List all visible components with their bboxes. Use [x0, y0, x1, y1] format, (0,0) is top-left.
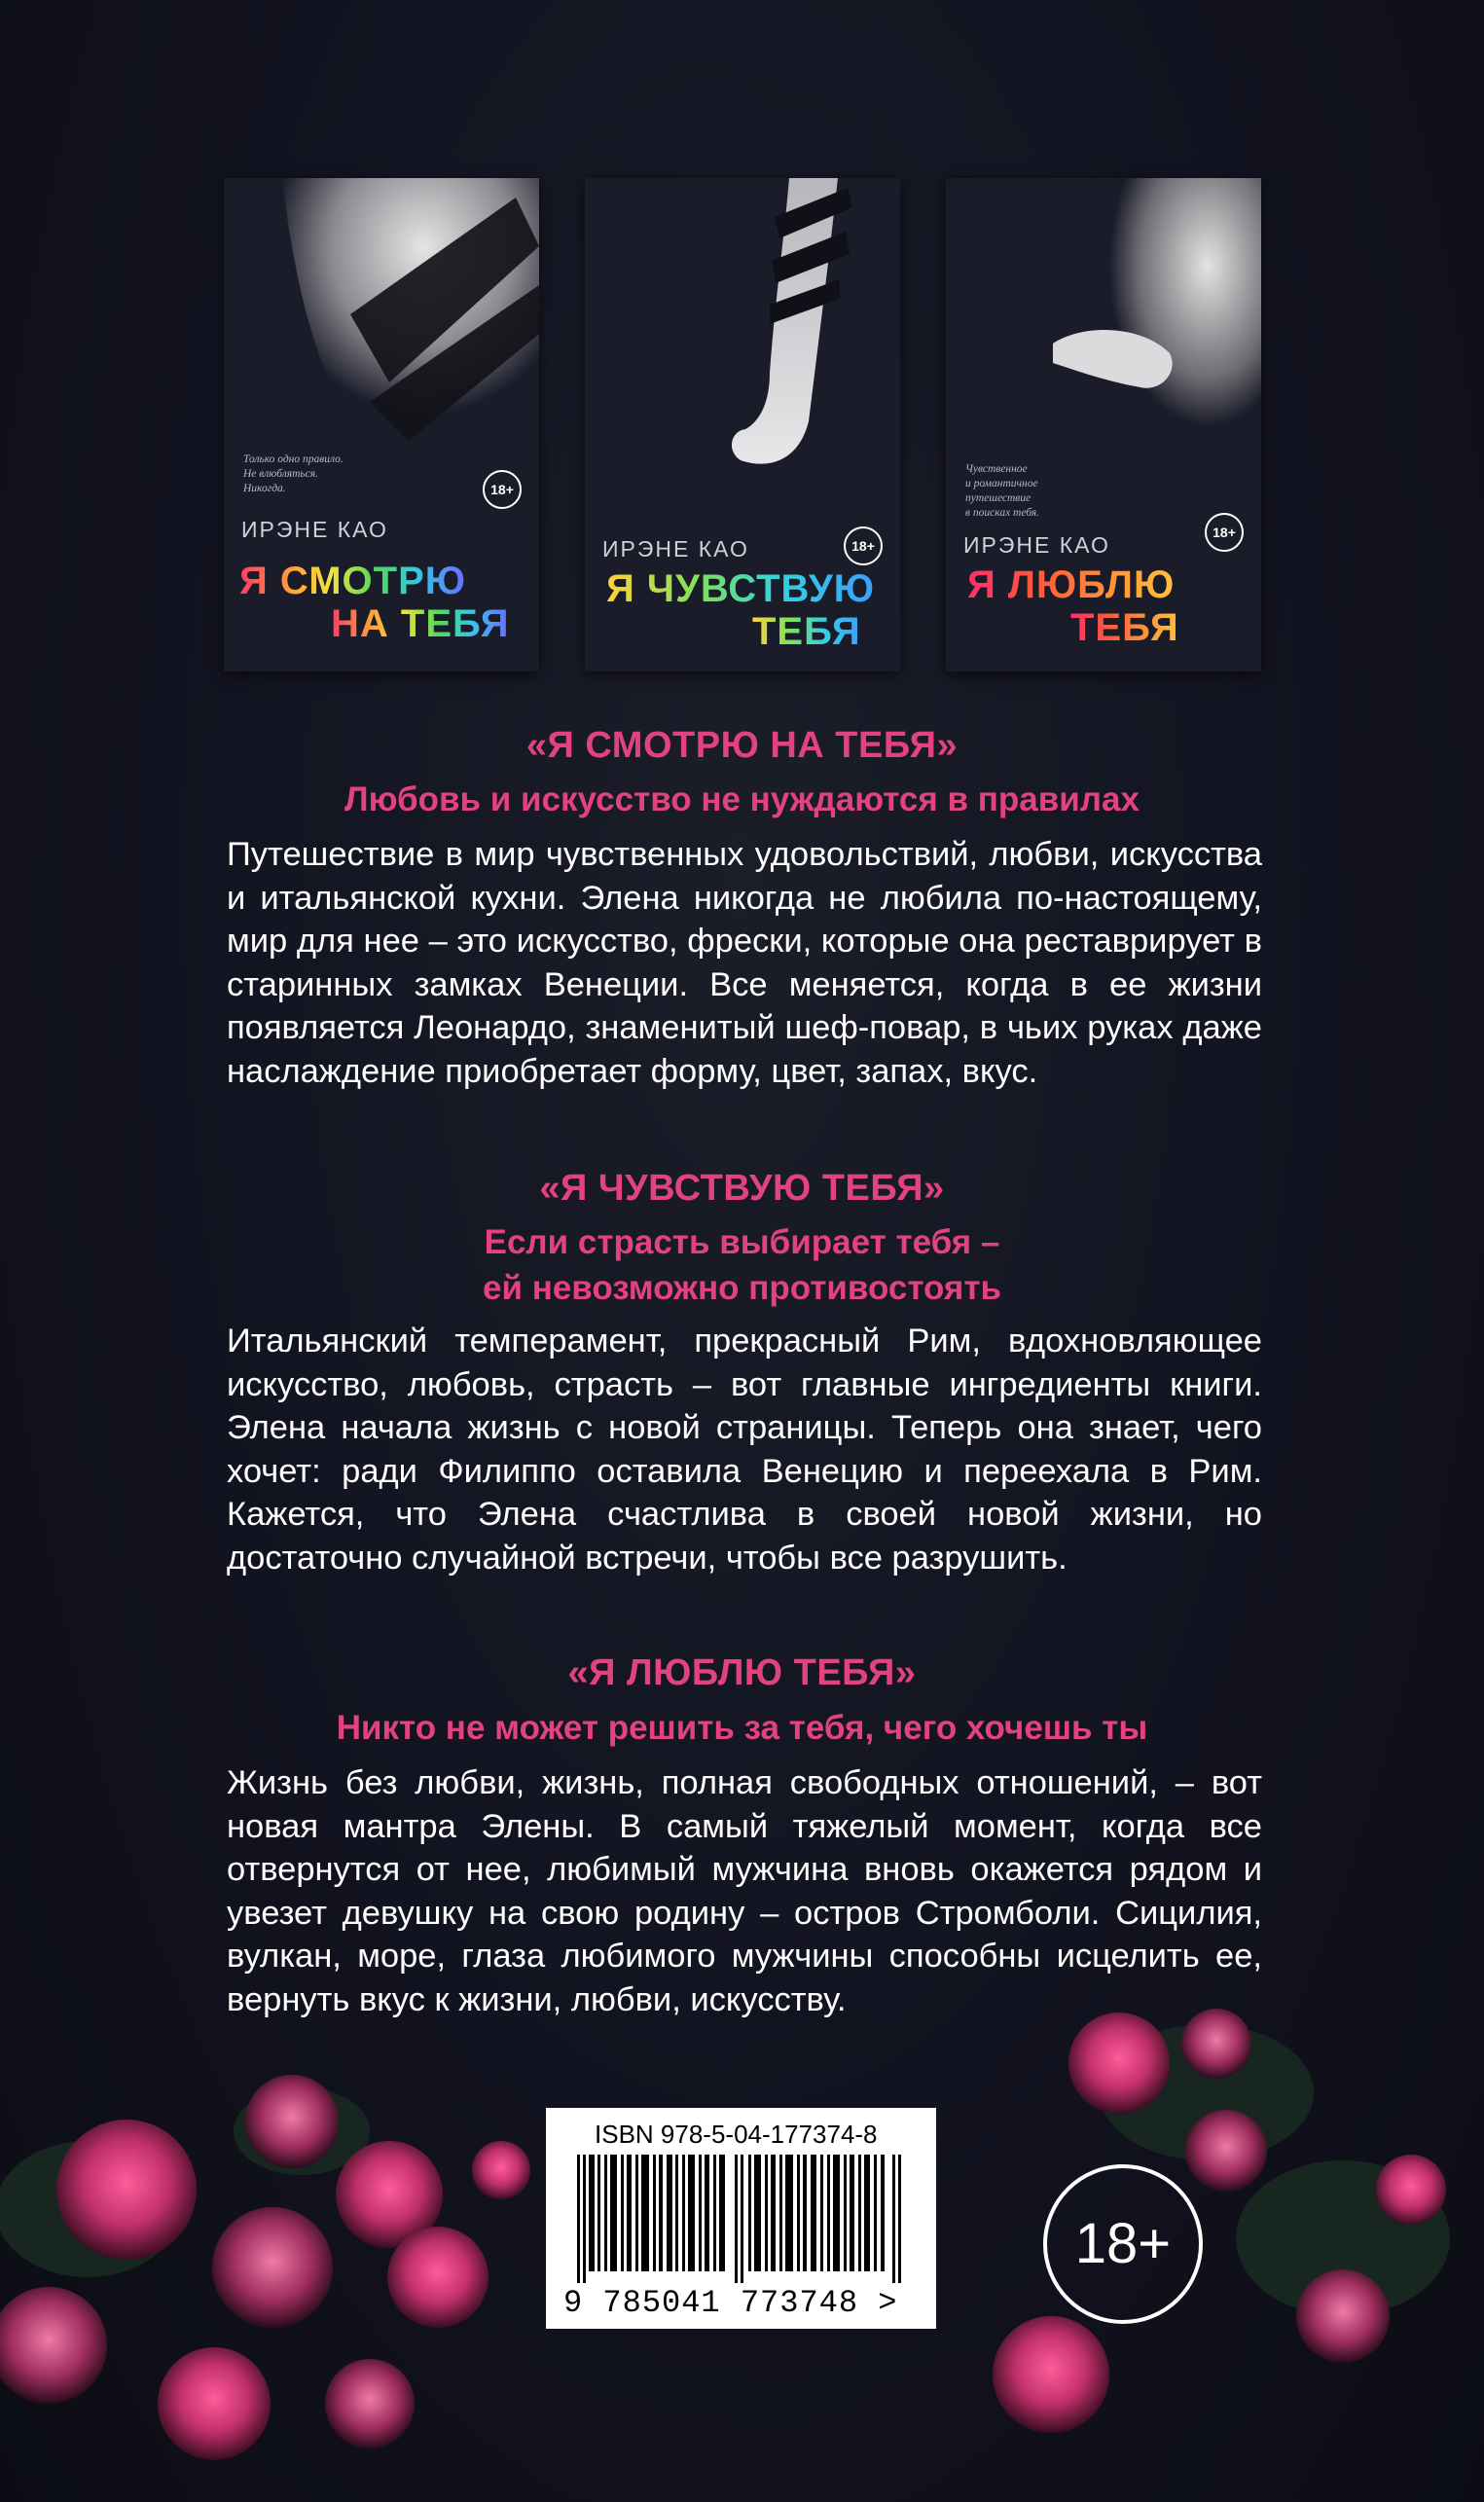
barcode-digits: 9 785041 773748 >	[563, 2285, 898, 2321]
cover-title-line1: Я СМОТРЮ	[239, 560, 467, 602]
age-rating-badge: 18+	[1043, 2164, 1203, 2324]
section-3-subheading: Никто не может решить за тебя, чего хочешь ты	[336, 1709, 1148, 1747]
section-2-heading: «Я ЧУВСТВУЮ ТЕБЯ»	[539, 1168, 945, 1209]
cover-title-line1: Я ЛЮБЛЮ	[967, 563, 1176, 606]
barcode-box	[546, 2108, 936, 2329]
section-3-heading: «Я ЛЮБЛЮ ТЕБЯ»	[567, 1652, 917, 1693]
section-2-subheading-line1: Если страсть выбирает тебя –	[484, 1223, 1000, 1261]
cover-tagline: Только одно правило. Не влюбляться. Никогда.	[243, 453, 344, 494]
cover-author: ИРЭНЕ КАО	[241, 517, 388, 542]
cover-title-line2: ТЕБЯ	[752, 610, 861, 653]
book-cover-3	[946, 178, 1261, 671]
section-2-body: Итальянский темперамент, прекрасный Рим, вдохновляющее искусство, любовь, страсть – вот главные ингредиенты книги. Элена начала жизнь с новой страницы. Теперь она знает, чего хочет: ради Филиппо оставила Венецию и переехала в Рим. Кажется, что Элена счастлива в своей новой жизни, но достаточно случайной встречи, чтобы все разрушить.	[227, 1323, 1262, 1577]
cover-author: ИРЭНЕ КАО	[963, 532, 1110, 558]
age-badge: 18+	[844, 526, 883, 565]
book-cover-2	[585, 178, 900, 671]
cover-title-line2: ТЕБЯ	[1070, 606, 1179, 649]
age-badge: 18+	[483, 470, 522, 509]
cover-tagline: Чувственное и романтичное путешествие в поисках тебя.	[965, 463, 1040, 519]
cover-author: ИРЭНЕ КАО	[602, 536, 749, 562]
book-cover-1	[224, 178, 539, 671]
section-1-subheading: Любовь и искусство не нуждаются в правилах	[344, 780, 1140, 818]
isbn-text: ISBN 978-5-04-177374-8	[595, 2120, 878, 2149]
section-2-subheading-line2: ей невозможно противостоять	[482, 1269, 1001, 1307]
cover-title-line1: Я ЧУВСТВУЮ	[606, 567, 876, 610]
cover-title-line2: НА ТЕБЯ	[331, 602, 510, 645]
age-badge: 18+	[1205, 513, 1244, 552]
barcode-bars	[577, 2155, 904, 2283]
section-1-body: Путешествие в мир чувственных удовольствий, любви, искусства и итальянской кухни. Элена никогда не любила по-настоящему, мир для нее – это искусство, фрески, которые она реставрирует в старинных замках Венеции. Все меняется, когда в ее жизни появляется Леонардо, знаменитый шеф-повар, в чьих руках даже наслаждение приобретает форму, цвет, запах, вкус.	[227, 836, 1262, 1090]
section-3-body: Жизнь без любви, жизнь, полная свободных отношений, – вот новая мантра Элены. В самый тяжелый момент, когда все отвернутся от нее, любимый мужчина вновь окажется рядом и увезет девушку на свою родину – остров Стромболи. Сицилия, вулкан, море, глаза любимого мужчины способны исцелить ее, вернуть вкус к жизни, любви, искусству.	[227, 1764, 1262, 2018]
section-1-heading: «Я СМОТРЮ НА ТЕБЯ»	[525, 725, 959, 766]
